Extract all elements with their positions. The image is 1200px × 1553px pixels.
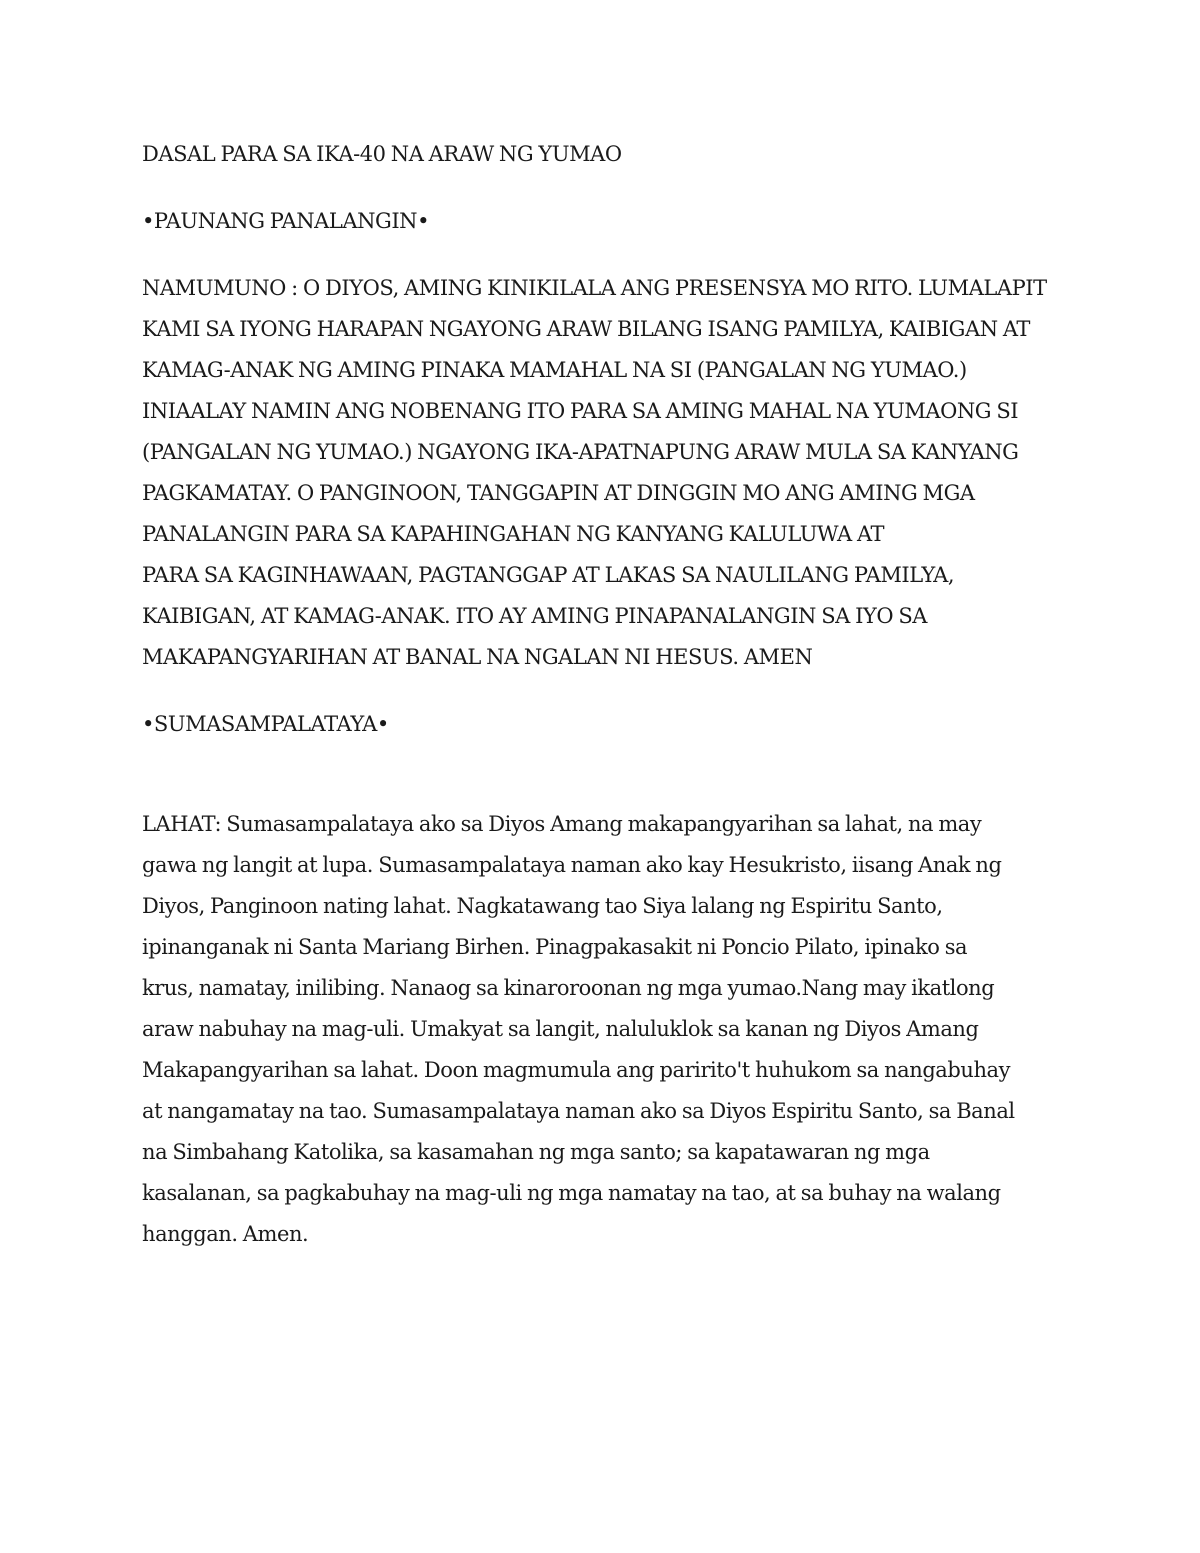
section-heading-paunang-panalangin: •PAUNANG PANALANGIN• (142, 209, 430, 233)
section-heading-sumasampalataya: •SUMASAMPALATAYA• (142, 712, 389, 736)
paragraph-line: PARA SA KAGINHAWAAN, PAGTANGGAP AT LAKAS SA NAULILANG PAMILYA, (142, 563, 955, 587)
paragraph-line: Makapangyarihan sa lahat. Doon magmumula ang paririto't huhukom sa nangabuhay (142, 1058, 1011, 1082)
paragraph-line: KAIBIGAN, AT KAMAG-ANAK. ITO AY AMING PINAPANALANGIN SA IYO SA (142, 604, 927, 628)
paragraph-line: LAHAT: Sumasampalataya ako sa Diyos Amang makapangyarihan sa lahat, na may (142, 812, 982, 836)
paragraph-line: PANALANGIN PARA SA KAPAHINGAHAN NG KANYANG KALULUWA AT (142, 522, 885, 546)
paragraph-sumasampalataya (142, 804, 1062, 1255)
document-title: DASAL PARA SA IKA-40 NA ARAW NG YUMAO (142, 142, 622, 166)
paragraph-line: Diyos, Panginoon nating lahat. Nagkatawang tao Siya lalang ng Espiritu Santo, (142, 894, 943, 918)
paragraph-line: KAMI SA IYONG HARAPAN NGAYONG ARAW BILANG ISANG PAMILYA, KAIBIGAN AT (142, 317, 1030, 341)
paragraph-line: na Simbahang Katolika, sa kasamahan ng mga santo; sa kapatawaran ng mga (142, 1140, 930, 1164)
paragraph-line: MAKAPANGYARIHAN AT BANAL NA NGALAN NI HESUS. AMEN (142, 645, 813, 669)
document-page (142, 134, 1062, 1255)
spacer (142, 771, 1062, 804)
paragraph-line: KAMAG-ANAK NG AMING PINAKA MAMAHAL NA SI (PANGALAN NG YUMAO.) (142, 358, 967, 382)
paragraph-line: PAGKAMATAY. O PANGINOON, TANGGAPIN AT DINGGIN MO ANG AMING MGA (142, 481, 975, 505)
paragraph-line: INIAALAY NAMIN ANG NOBENANG ITO PARA SA AMING MAHAL NA YUMAONG SI (142, 399, 1019, 423)
paragraph-line: ipinanganak ni Santa Mariang Birhen. Pinagpakasakit ni Poncio Pilato, ipinako sa (142, 935, 968, 959)
paragraph-paunang-panalangin (142, 268, 1062, 678)
paragraph-line: araw nabuhay na mag-uli. Umakyat sa langit, naluluklok sa kanan ng Diyos Amang (142, 1017, 979, 1041)
paragraph-line: krus, namatay, inilibing. Nanaog sa kinaroroonan ng mga yumao.Nang may ikatlong (142, 976, 995, 1000)
paragraph-line: kasalanan, sa pagkabuhay na mag-uli ng mga namatay na tao, at sa buhay na walang (142, 1181, 1001, 1205)
paragraph-line: (PANGALAN NG YUMAO.) NGAYONG IKA-APATNAPUNG ARAW MULA SA KANYANG (142, 440, 1019, 464)
paragraph-line: at nangamatay na tao. Sumasampalataya naman ako sa Diyos Espiritu Santo, sa Banal (142, 1099, 1015, 1123)
paragraph-line: NAMUMUNO : O DIYOS, AMING KINIKILALA ANG PRESENSYA MO RITO. LUMALAPIT (142, 276, 1047, 300)
paragraph-line: gawa ng langit at lupa. Sumasampalataya naman ako kay Hesukristo, iisang Anak ng (142, 853, 1002, 877)
paragraph-line: hanggan. Amen. (142, 1222, 309, 1246)
